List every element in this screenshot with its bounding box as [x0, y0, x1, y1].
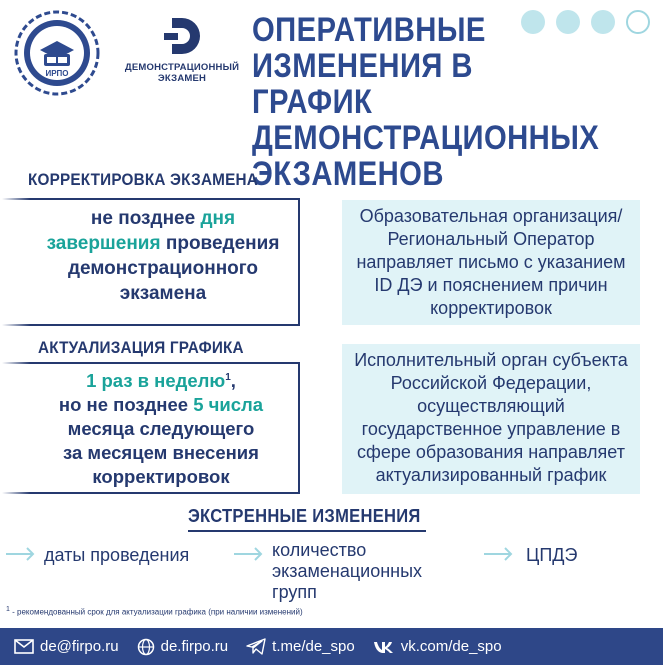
- text-line: демонстрационного: [67, 258, 259, 279]
- frame-line: [2, 362, 30, 364]
- heading-underline: [188, 530, 426, 532]
- highlight-text: дня: [200, 208, 236, 229]
- email-link[interactable]: [14, 638, 119, 655]
- arrow-right-icon: [6, 547, 36, 561]
- text-part: ,: [230, 370, 236, 392]
- frame-line: [2, 492, 30, 494]
- footnote-mark: 1: [6, 606, 10, 613]
- arrow-right-icon: [234, 547, 264, 561]
- emergency-heading: ЭКСТРЕННЫЕ ИЗМЕНЕНИЯ: [188, 506, 421, 526]
- highlight-text: 1 раз в неделю: [86, 370, 226, 392]
- email-text: de@firpo.ru: [40, 638, 119, 655]
- dot-icon: [556, 10, 580, 34]
- text-part: но не позднее: [58, 394, 194, 416]
- title-line: ИЗМЕНЕНИЯ В ГРАФИК: [252, 47, 473, 121]
- text-line: корректировок: [92, 466, 230, 488]
- dot-outline-icon: [626, 10, 650, 34]
- globe-icon: [137, 638, 155, 656]
- title-line: ЭКЗАМЕНОВ: [252, 155, 444, 193]
- vk-link[interactable]: [373, 638, 502, 655]
- website-link[interactable]: [137, 638, 229, 656]
- title-line: ОПЕРАТИВНЫЕ: [252, 11, 486, 49]
- text-part: не позднее: [90, 208, 201, 229]
- title-line: ДЕМОНСТРАЦИОННЫХ: [252, 119, 600, 157]
- firpo-logo-text: ИРПО: [45, 69, 69, 78]
- telegram-icon: [246, 638, 266, 655]
- vk-text: vk.com/de_spo: [400, 638, 502, 655]
- page-title: [252, 11, 600, 193]
- decorative-dots: [521, 10, 650, 34]
- update-responsible-box: Исполнительный орган субъекта Российской Федерации, осуществляющий государственное управление в сфере образования направляет актуализированный график: [342, 344, 640, 494]
- vk-icon: [373, 640, 395, 654]
- de-logo-mark: [158, 14, 206, 58]
- emergency-item: даты проведения: [44, 545, 190, 565]
- firpo-logo: [14, 10, 100, 96]
- text-part: проведения: [160, 233, 280, 254]
- frame-line: [2, 198, 30, 200]
- dot-icon: [521, 10, 545, 34]
- emergency-item: ЦПДЭ: [526, 545, 578, 565]
- highlight-text: завершения: [46, 233, 161, 254]
- de-logo: [118, 14, 246, 94]
- frame-line: [2, 324, 30, 326]
- de-logo-caption-line1: ДЕМОНСТРАЦИОННЫЙ: [124, 62, 240, 73]
- de-logo-caption-line2: ЭКЗАМЕН: [157, 73, 207, 84]
- telegram-link[interactable]: [246, 638, 355, 655]
- website-text: de.firpo.ru: [160, 638, 229, 655]
- text-line: экзамена: [119, 283, 207, 304]
- update-heading: АКТУАЛИЗАЦИЯ ГРАФИКА: [38, 338, 244, 357]
- footnote: [6, 606, 303, 617]
- footer-contacts: [0, 628, 663, 665]
- footnote-text: - рекомендованный срок для актуализации графика (при наличии изменений): [9, 607, 303, 617]
- correction-heading: КОРРЕКТИРОВКА ЭКЗАМЕНА: [28, 170, 258, 189]
- correction-deadline-text: [28, 206, 298, 306]
- arrow-right-icon: [484, 547, 514, 561]
- update-deadline-text: [26, 366, 296, 489]
- footnote-mark: 1: [225, 372, 231, 383]
- dot-icon: [591, 10, 615, 34]
- text-line: месяца следующего: [67, 418, 255, 440]
- text-line: за месяцем внесения: [63, 442, 259, 464]
- correction-responsible-box: Образовательная организация/Региональный Оператор направляет письмо с указанием ID ДЭ и пояснением причин корректировок: [342, 200, 640, 325]
- envelope-icon: [14, 639, 34, 654]
- highlight-text: 5 числа: [193, 394, 264, 416]
- telegram-text: t.me/de_spo: [272, 638, 355, 655]
- emergency-item: количество экзаменационных групп: [272, 540, 423, 602]
